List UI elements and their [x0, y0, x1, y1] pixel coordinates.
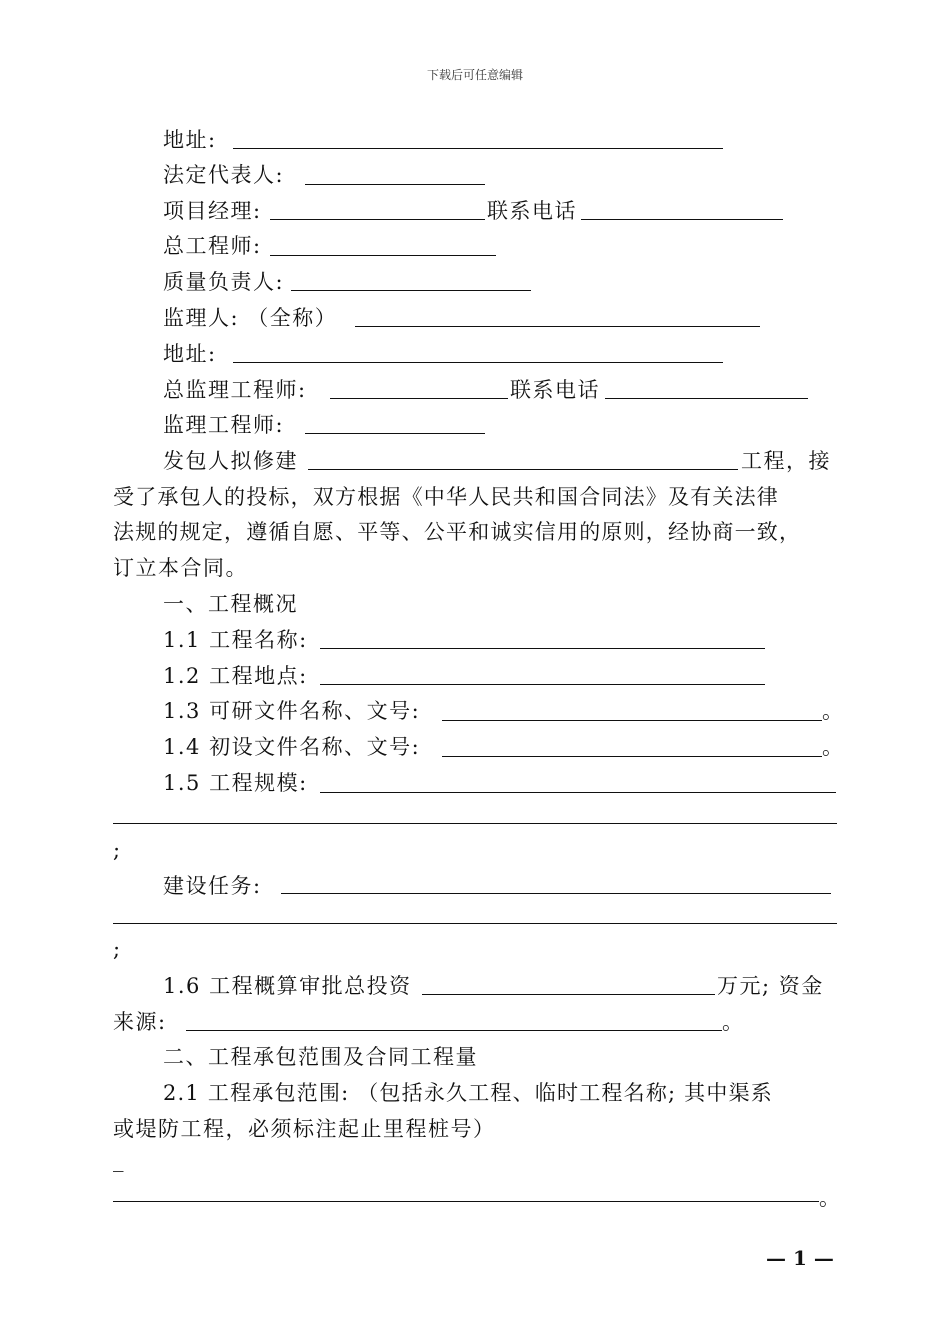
- construction-task-blank: [281, 893, 831, 894]
- supervisor-address-label: 地址:: [163, 342, 217, 366]
- supervising-engineer-blank: [305, 433, 485, 434]
- supervisor-address-blank: [233, 362, 723, 363]
- quality-lead-blank: [291, 290, 531, 291]
- supervising-engineer-label: 监理工程师:: [163, 413, 285, 437]
- body-line-1: 受了承包人的投标，双方根据《中华人民共和国合同法》及有关法律: [113, 485, 779, 509]
- body-line-3: 订立本合同。: [113, 556, 248, 580]
- party-address-blank: [233, 148, 723, 149]
- supervisor-phone-label: 联系电话: [510, 378, 600, 402]
- quality-lead-label: 质量负责人:: [163, 270, 285, 294]
- employer-project-tail: 工程，接: [741, 449, 831, 473]
- scope-end: 。: [819, 1186, 842, 1210]
- page-number: — 1 —: [766, 1246, 834, 1270]
- investment-unit: 万元; 资金: [717, 974, 824, 998]
- legal-rep-blank: [305, 184, 485, 185]
- project-scale-blank-2: [113, 823, 837, 824]
- chief-supervisor-label: 总监理工程师:: [163, 378, 307, 402]
- section-2-heading: 二、工程承包范围及合同工程量: [163, 1045, 478, 1069]
- page-header: 下载后可任意编辑: [426, 68, 523, 82]
- project-location-blank: [320, 684, 765, 685]
- scope-blank: [113, 1201, 819, 1202]
- scope-line-2: 或堤防工程，必须标注起止里程桩号）: [113, 1117, 496, 1141]
- design-doc-end: 。: [822, 735, 845, 759]
- supervisor-blank: [355, 326, 760, 327]
- project-scale-label: 1.5 工程规模:: [163, 771, 308, 795]
- investment-label: 1.6 工程概算审批总投资: [163, 974, 412, 998]
- funding-source-blank: [186, 1030, 722, 1031]
- contact-phone-label: 联系电话: [487, 199, 577, 223]
- project-name-blank: [320, 648, 765, 649]
- project-manager-blank: [270, 219, 485, 220]
- scope-line-1: 2.1 工程承包范围: （包括永久工程、临时工程名称; 其中渠系: [163, 1081, 773, 1105]
- project-manager-label: 项目经理:: [163, 199, 262, 223]
- section-1-heading: 一、工程概况: [163, 592, 298, 616]
- supervisor-label: 监理人: （全称）: [163, 306, 338, 330]
- construction-task-blank-2: [113, 923, 837, 924]
- construction-task-label: 建设任务:: [163, 874, 262, 898]
- construction-task-end: ;: [113, 937, 122, 961]
- investment-blank: [422, 994, 715, 995]
- feasibility-doc-label: 1.3 可研文件名称、文号:: [163, 699, 421, 723]
- feasibility-doc-end: 。: [822, 699, 845, 723]
- employer-project-label: 发包人拟修建: [163, 449, 298, 473]
- funding-source-end: 。: [722, 1010, 745, 1034]
- party-address-label: 地址:: [163, 128, 217, 152]
- body-line-2: 法规的规定，遵循自愿、平等、公平和诚实信用的原则，经协商一致，: [113, 520, 802, 544]
- contact-phone-blank: [581, 219, 783, 220]
- project-scale-blank: [320, 792, 836, 793]
- legal-rep-label: 法定代表人:: [163, 163, 285, 187]
- supervisor-phone-blank: [605, 398, 808, 399]
- employer-project-blank: [308, 469, 738, 470]
- chief-supervisor-blank: [330, 398, 508, 399]
- scope-line-3: _: [113, 1148, 125, 1172]
- feasibility-doc-blank: [442, 720, 822, 721]
- project-location-label: 1.2 工程地点:: [163, 664, 308, 688]
- design-doc-blank: [442, 756, 822, 757]
- project-name-label: 1.1 工程名称:: [163, 628, 308, 652]
- chief-engineer-label: 总工程师:: [163, 234, 262, 258]
- funding-source-label: 来源:: [113, 1010, 167, 1034]
- project-scale-end: ;: [113, 838, 122, 862]
- chief-engineer-blank: [270, 255, 496, 256]
- design-doc-label: 1.4 初设文件名称、文号:: [163, 735, 421, 759]
